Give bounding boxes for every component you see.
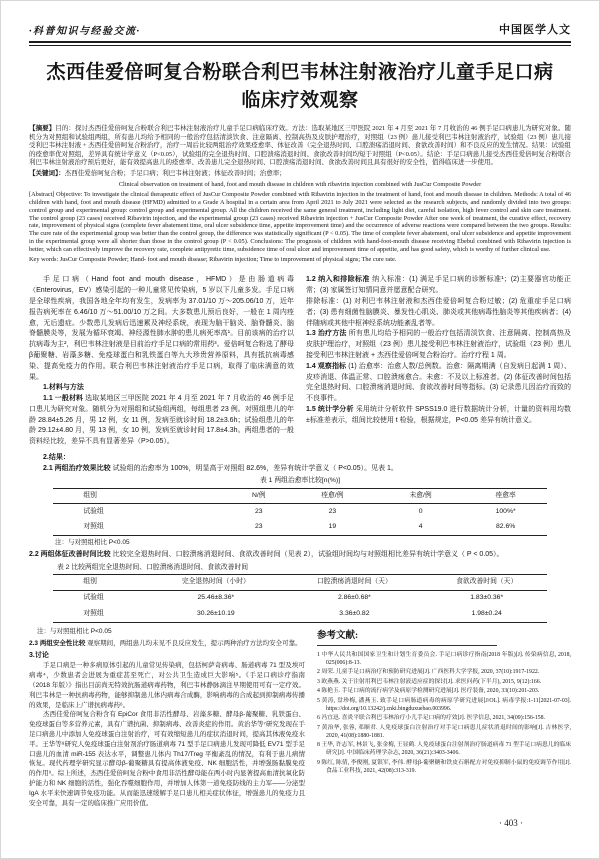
table1-header-cell: 痊愈率	[465, 488, 547, 504]
section-1-4-text: (1) 治愈率：治愈人数/总例数。治愈：隔离期满（自发病日起满 1 周）、皮疹消退、体温正常、口腔溃疡愈合。未愈：不及以上标准者。(2) 体征改善时间包括完全退热时间、口腔溃疡消退时间、食欲改善时间等指标。(3) 记录患儿因治疗而致的不良事件。	[306, 362, 571, 403]
page-number: · 403 ·	[499, 818, 523, 828]
section-2-2-label: 2.2 两组体征改善时间比较	[29, 551, 113, 559]
section-2-3	[29, 639, 305, 649]
section-3-heading: 3.讨论	[29, 651, 49, 659]
table2-cell: 30.26±10.19	[196, 609, 235, 617]
keywords-cn-text: 杰西佳爱倍呵复合粉；手足口病；利巴韦林注射液；体征改善时间；治愈率；	[64, 169, 286, 177]
article-title-line1: 杰西佳爱倍呵复合粉联合利巴韦林注射液治疗儿童手足口病	[46, 62, 554, 83]
reference-item: 9 陈红, 陈倩, 李俊刚, 夏银军, 李伟. 酵母β-葡聚糖和铁皮石斛配方对免疫抑制小鼠的免疫调节作用[J]. 食品工业科技, 2021, 42(08):313-319.	[317, 759, 571, 774]
table1-cell: 23	[254, 523, 263, 531]
abstract-cn	[29, 125, 571, 168]
reference-item: 3 欧燕燕. 关于注射用利巴韦林注射液适应症的探讨[J]. 求医问药(下半月), 2015, 9(12):166.	[317, 678, 542, 685]
table2-cell: 对照组	[83, 609, 104, 617]
table2-row-control	[53, 606, 546, 622]
table1-cell: 82.6%	[496, 523, 516, 531]
abstract-label: 【摘要】	[29, 125, 56, 132]
abstract-en-title: Clinical observation on treatment of hand, foot and mouth disease in children with ribavirin injection combined with JusCur Composite Powder	[118, 180, 482, 188]
references-divider	[317, 645, 497, 646]
references-heading: 参考文献:	[317, 630, 359, 641]
table1-cell: 100%*	[495, 507, 516, 515]
table1-note: 注：与对照组相比 P<0.05	[55, 538, 130, 546]
section-1-2	[306, 275, 571, 297]
article-title	[29, 59, 571, 115]
section-2-1	[29, 464, 571, 475]
table1-header-row	[53, 488, 546, 504]
abstract-cn-text: 目的：探讨杰西佳爱倍呵复合粉联合利巴韦林注射液治疗儿童手足口病临床疗效。方法：选取某地区三甲医院 2021 年 4 月至 2021 年 7 月收治的 46 例手足口病患儿为研究对象。随机分为对照组和试验组两组，所有患儿均给予相同的一般治疗包括清淡饮食、注意隔离、控制高热及皮肤护理治疗，对照组（23 例）患儿接受利巴韦林注射液治疗，试验组（23 例）患儿接受利巴韦林注射液 + 杰西佳爱倍呵复合粉治疗，治疗一周后比较两组治疗效果痊愈率、体征改善（完全退热时间、口腔溃疡消退时间、食欲改善时间）和不良反应的发生情况。结果：试验组的痊愈率优对照组，差异具有统计学意义（P<0.05），试验组的完全退热时间、口腔溃疡消退时间、食欲改善时间均短于对照组（P<0.05）。结论：手足口病患儿接受杰西佳爱倍呵复合粉联合利巴韦林注射液治疗预后更好，能有效提高患儿的痊愈率、改善患儿完全退热时间、口腔溃疡消退时间、食欲改善时间且具有很好的安全性，值得临床进一步使用。	[29, 125, 572, 167]
section-1-3	[306, 329, 571, 361]
journal-name: 中国医学人文	[499, 24, 571, 36]
table2-header-cell: 完全退热时间（小时）	[150, 575, 282, 591]
table1-cell: 19	[328, 523, 337, 531]
table2-cell: 1.98±0.24	[471, 609, 502, 617]
table2-header-row	[53, 575, 546, 591]
reference-item: 7 黄治华, 张蓉, 邓顺君. 人免疫球蛋白注射治疗对手足口病患儿症状消退时间的影响[J]. 吉林医学, 2020, 41(08):1880-1881.	[317, 724, 571, 739]
article-title-line2: 临床疗效观察	[241, 90, 359, 111]
abstract-en-text: [Abstract] Objective: To investigate the clinical therapeutic effect of JusCur Composite Powder combined with Ribavirin injection in the treatment of hand, foot and mouth disease in children. Methods: A total of 46 children with hand, foot and mouth disease (HFMD) admitted to a Grade A hospital in a certain area from April 2021 to July 2021 were selected as the research subjects, and randomly divided into two groups: control group and experimental group: control group and experimental group. All the children received the same general treatment, including light diet, careful isolation, high fever control and skin care treatment. The control group (23 cases) received Ribavirin injection, and the experimental group (23 cases) received Ribavirin injection + JusCur Composite Powder After one week of treatment, the curative effect, recovery rate, improvement of physical signs (complete fever abatement time, oral ulcer subsidence time, appetite improvement time) and the occurrence of adverse reactions were compared between the two groups. Results: The cure rate of the experimental group was better than the control group, the difference was statistically significant (P < 0.05). The time of complete fever abatement, oral ulcer subsidence and appetite improvement in the experimental group were all shorter than those in the control group (P < 0.05). Conclusions: The prognosis of children with hand-foot-mouth disease receiving Ebebul combined with Ribavirin injection is better, which can effectively improve the recovery rate, complete antipyretic time, subsidence time of oral ulcer and improvement time of appetite, and has good safety, which is worthy of further clinical use.	[29, 191, 571, 253]
table1-header-cell: 组别	[53, 488, 229, 504]
table1-cell: 对照组	[83, 523, 104, 531]
section-1-4-label: 1.4 观察指标	[306, 362, 349, 370]
discussion-column	[29, 626, 305, 809]
table2-header-cell: 食欲改善时间（天）	[427, 575, 547, 591]
section-2-heading: 2.结果：	[43, 454, 70, 462]
section-1-1-text: 选取某地区三甲医院 2021 年 4 月至 2021 年 7 月收治的 46 例手足口患儿为研究对象。随机分为对照组和试验组两组，每组患者 23 例。对照组患儿的年龄 28.84±5.26 月，男 12 例，女 11 例，发病至就诊时间 18.2±3.6h；试验组患儿的年龄 29.12±4.80 月，男 13 例，女 10 例，发病至就诊时间 17.8±4.3h。两组患者的一般资料经比较，差异不具有显著差异（P>0.05）。	[29, 395, 294, 446]
section-2-2	[29, 550, 571, 561]
reference-item: 2 周荣. 儿童手足口病治疗和预防研究进展[J]. 广西医科大学学报, 2020, 37(10):1917-1922.	[317, 669, 540, 676]
table1-row-experimental	[53, 504, 546, 520]
keywords-cn	[29, 170, 571, 179]
table1-cell: 23	[328, 507, 337, 515]
reference-item: 4 陈艳玉. 手足口病的流行病学及病原学检测研究进展[J]. 医疗装备, 2020, 33(10):201-203.	[317, 688, 540, 695]
section-1-5-label: 1.5 统计学分析	[306, 405, 356, 413]
section-1-1	[29, 394, 294, 448]
table2-cell: 1.83±0.36*	[470, 594, 504, 602]
masthead	[29, 1, 571, 37]
section-2-1-text: 试验组的治愈率为 100%，明显高于对照组 82.6%，差异有统计学意义（ P<0.05）。见表 1。	[112, 464, 398, 472]
table2-header-cell: 组别	[53, 575, 149, 591]
table1-header-cell: 未愈/例	[376, 488, 464, 504]
table2-cell: 试验组	[83, 594, 104, 602]
table1-header-cell: 痊愈/例	[288, 488, 376, 504]
table2-note: 注：与对照组相比 P<0.05	[37, 628, 112, 636]
table2-cell: 2.86±0.68*	[337, 594, 371, 602]
table1-cell: 试验组	[83, 507, 104, 515]
discussion-references-columns	[29, 626, 571, 809]
table1-cell: 0	[418, 507, 423, 515]
reference-item: 5 黄涛, 盘珍梅, 潘燕玉. 致手足口病肠道病毒的病原学研究进展[J/OL]. 病毒学报:1-11[2021-07-03]. https://doi.org/10.13242/j.cnki.bingduxuebao.003996.	[317, 697, 571, 712]
discussion-paragraph-2: 杰西佳爱倍呵复合粉含有 EpiCor 食用非活性酵母、岩藻多糖、酵母β-葡聚糖、乳铁蛋白、免疫球蛋白等多营养元素，具有广谱抗菌、抑制病毒、改善炎症的作用。黄治华等⁷研究发现在手足口病患儿中添加人免疫球蛋白注射治疗，可有效缩短患儿的症状消退时间，提高其体液免疫水平。王华等⁸研究人免疫球蛋白注射剂治疗肠道病毒 71 型手足口病患儿发现可降低 EV71 型手足口患儿的血清 miR-155 表达水平，调整患儿体内 Th17/Treg 平衡紊乱的情况，有利于患儿病情恢复。现代药理学研究显示酵母β-葡聚糖具有提高体液免疫、NK 细胞活性，并增强肠黏膜免疫的作用⁹。综上所述，杰西佳爱倍呵复合粉中食用非活性酵母能在两小时内显著提高血清抗氧化防护能力和 NK 细胞的活性，强化吞噬细胞作用，并增加人体第一道免疫防线的主力军——分泌型 IgA 水平来快速调节免疫功能。从而能迅速缓解手足口患儿相关症状体征，增强患儿的免疫力且安全可靠，具有一定的临床推广应用价值。	[29, 711, 305, 807]
section-1-3-label: 1.3 治疗方法	[306, 330, 349, 338]
intro-paragraph: 手足口病（Hand foot and mouth disease，HFMD）是由肠道病毒（Enterovirus，EV）感染引起的一种儿童常见传染病，5 岁以下儿童多发。手足口病是全球性疾病，我国各地全年均有发生，发病率为 37.01/10 万～205.06/10 万，近年报告病死率在 6.46/10 万～51.00/10 万之间。大多数患儿预后良好，一般在 1 周内痊愈，无后遗症。少数患儿发病后迅速累及神经系统，表现为脑干脑炎、脑脊髓炎、脑脊髓膜炎等，发展为循环衰竭、神经源性肺水肿的患儿病死率高¹。目前该病的治疗以抗病毒为主²，利巴韦林注射液是目前治疗手足口病的常用药³。爱倍呵复合粉选了酵母β葡聚糖、岩藻多糖、免疫球蛋白和乳铁蛋白等九大珍贵营养原料，具有抵抗病毒感染、提高免疫力的作用。联合利巴韦林注射液治疗手足口病，取得了临床满意的效果。	[29, 276, 294, 381]
section-1-5	[306, 405, 571, 427]
table2-cell: 25.46±8.36*	[197, 594, 235, 602]
section-1-2-label: 1.2 纳入和排除标准	[306, 276, 373, 284]
section-1-1-label: 1.1 一般材料	[43, 395, 86, 403]
table1-title: 表 1 两组治愈率比较[n(%)]	[259, 477, 341, 485]
table2-sign-improvement	[53, 574, 546, 623]
section-2-3-label: 2.3 两组安全性比较	[29, 639, 88, 647]
section-1-5-text: 采用统计分析软件 SPSS19.0 进行数据统计分析，计量的资料用均数±标准差表示，组间比较使用 t 检验，根据规定，P<0.05 差异有统计意义。	[306, 405, 571, 424]
table2-title: 表 2 比较两组完全退热时间、口腔溃疡消退时间、食欲改善时间	[57, 563, 249, 571]
section-2-1-label: 2.1 两组治疗效果比较	[43, 464, 113, 472]
results-section	[29, 453, 571, 623]
keywords-label: 【关键词】：	[29, 169, 65, 177]
section-1-3-text: 所有患儿均给予相同的一般治疗包括清淡饮食、注意隔离、控制高热及皮肤护理治疗，对照组（23 例）患儿接受利巴韦林注射液治疗，试验组（23 例）患儿接受利巴韦林注射液 + 杰西佳爱倍呵复合粉治疗。治疗疗程 1 周。	[306, 330, 571, 359]
column-section-label: ·科普知识与经验交流·	[29, 26, 141, 37]
reference-item: 8 王华, 许志军, 林景飞, 张金梅, 王显鹤. 人免疫球蛋白注射剂治疗肠道病毒 71 型手足口病患儿的临床研究[J]. 中国临床药理学杂志, 2020, 36(21):3403-3406.	[317, 742, 571, 757]
reference-item: 6 冯宜迅. 喜炎平联合利巴韦林治疗小儿手足口病的疗效[J]. 医学信息, 2021, 34(09):156-158.	[317, 715, 546, 722]
discussion-paragraph-1: 手足口病是一种多病原体引起的儿童常见传染病，包括柯萨奇病毒、肠道病毒 71 型及埃可病毒⁴，少数患者会进展为重症甚至死亡，对公共卫生造成巨大影响⁵。《手足口病诊疗指南（2018 年版）》指出目前尚无特效抗肠道病毒药物，利巴韦林静脉滴注早期使用可有一定疗效。利巴韦林是一种抗病毒药物，能够抑制患儿体内病毒合成酶，影响病毒的合成起到抑制病毒传播的效果，是临床上广谱抗病毒药⁶。	[29, 662, 305, 709]
table1-cure-rate	[53, 488, 546, 537]
table1-header-cell: N/例	[229, 488, 288, 504]
section-1-4	[306, 362, 571, 405]
table2-cell: 3.36±0.82	[339, 609, 370, 617]
keywords-en: Key words: JusCur Composite Powder; Hand- foot and mouth disease; Ribavirin injection; Time to improvement of physical signs; The cure rate.	[29, 255, 397, 263]
reference-item: 1 中华人民共和国国家卫生和计划生育委员会. 手足口病诊疗指南(2018 年版)[J]. 传染病信息, 2018, 025(006):8-13.	[317, 651, 571, 666]
left-column	[29, 275, 294, 448]
section-1-2a-text: 纳入标准：(1) 满足手足口病的诊断标准¹；(2)主要器官功能正常；(3) 家属签订知情同意并愿意配合研究。	[306, 276, 572, 295]
table1-cell: 4	[418, 523, 423, 531]
right-column	[306, 275, 571, 448]
section-2-2-text: 比较完全退热时间、口腔溃疡消退时间、食欲改善时间（见表 2），试验组时间均与对照组相比差异有统计学意义（ P < 0.05）。	[112, 551, 504, 559]
masthead-divider	[29, 41, 571, 46]
table2-header-cell: 口腔溃疡消退时间（天）	[282, 575, 427, 591]
table1-cell: 23	[254, 507, 263, 515]
section-1-heading: 1.材料与方法	[43, 384, 84, 392]
abstract-block	[29, 125, 571, 263]
section-2-3-text: 观察期间，两组患儿均未见不良反应发生，提示两种治疗方法均安全可靠。	[87, 639, 302, 647]
references-column	[317, 626, 571, 809]
methods-columns	[29, 275, 571, 448]
section-1-2b: 排除标准：(1) 对利巴韦林注射液和杰西佳爱倍呵复合粉过敏；(2) 危重症手足口病者；(3) 患有细菌性脑膜炎、暴发性心肌炎、肺炎或其他病毒性脑炎等其他疾病者；(4) 伴随病或其他中枢神经系统功能紊乱者等。	[306, 297, 571, 327]
table1-row-control	[53, 520, 546, 536]
table2-row-experimental	[53, 590, 546, 606]
